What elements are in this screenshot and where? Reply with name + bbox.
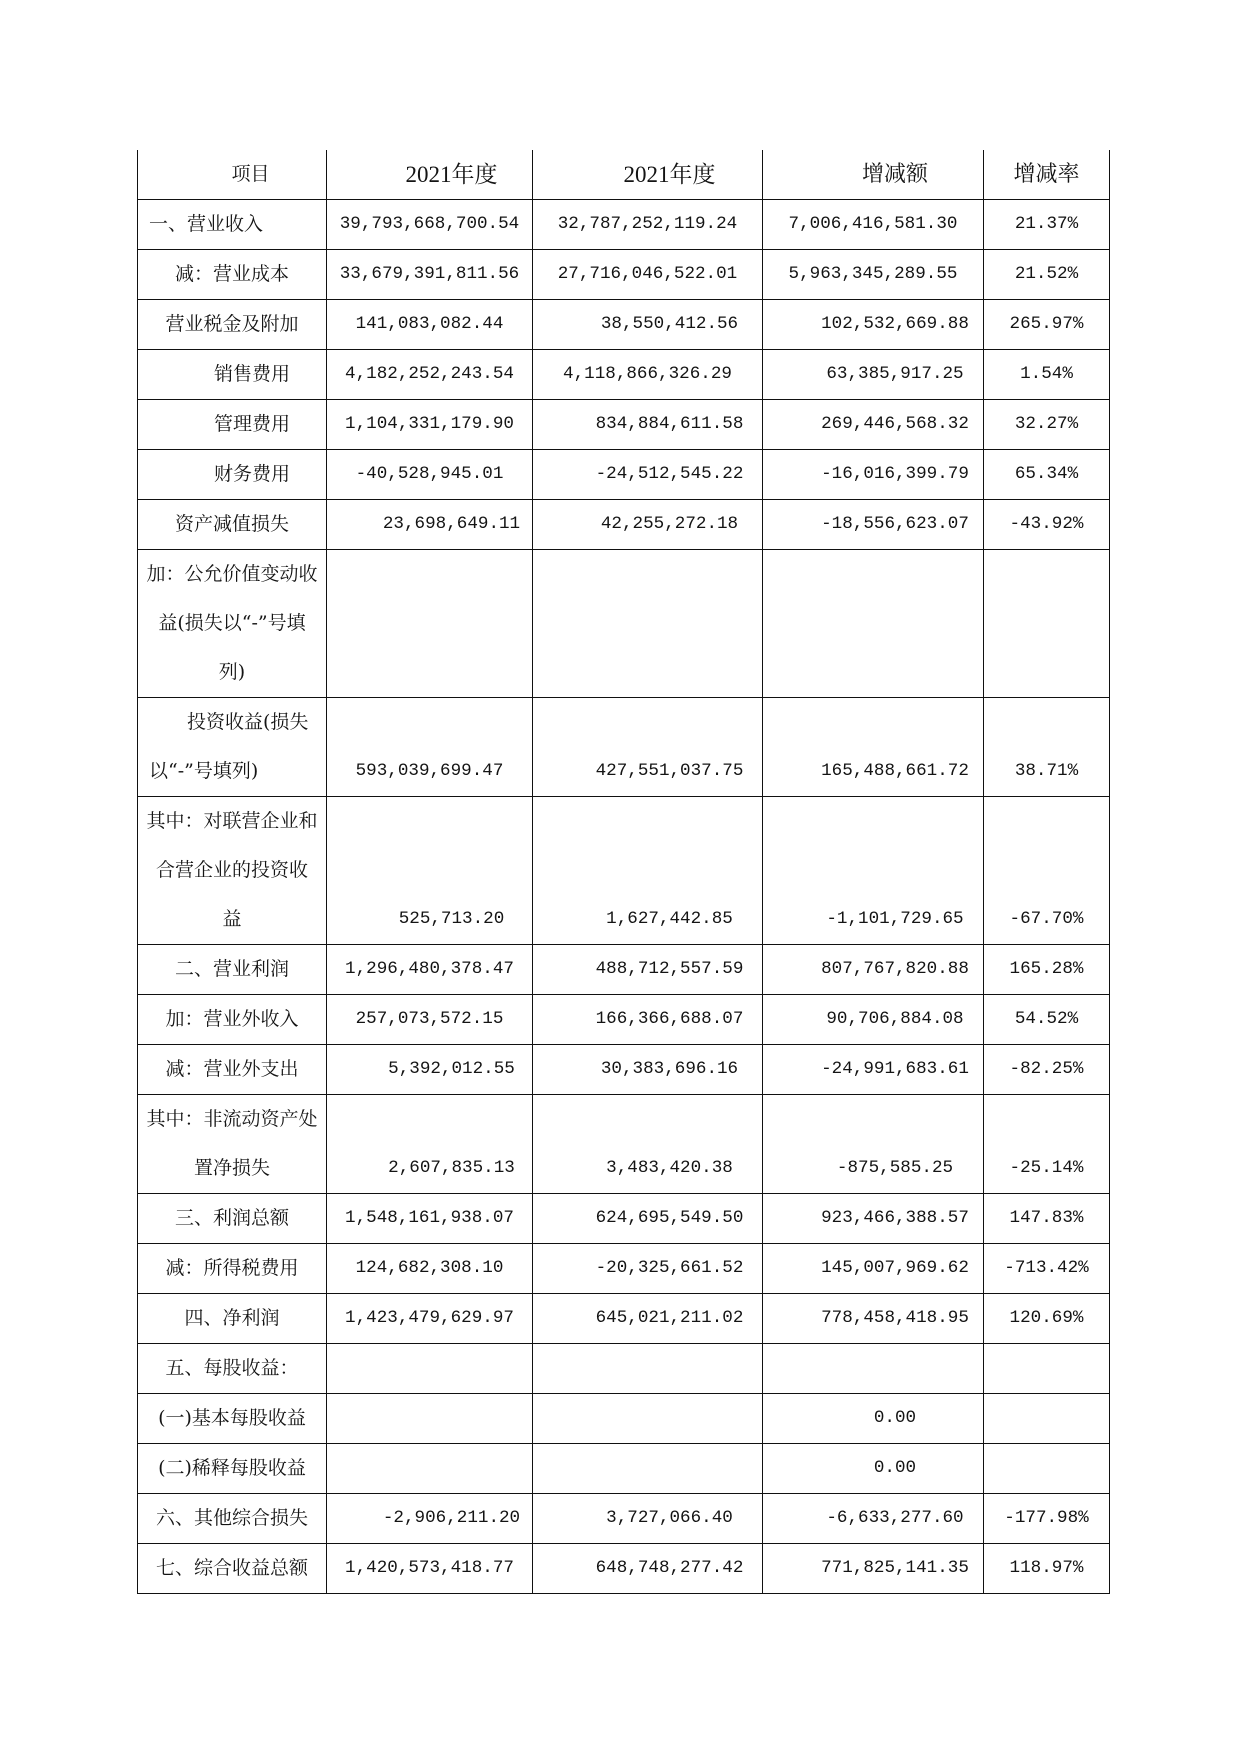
cell-rate: 147.83% [984,1194,1110,1244]
cell-item: 其中：对联营企业和 合营企业的投资收 益 [138,797,327,945]
cell-amount-b: 3,727,066.40 [533,1494,763,1544]
cell-amount-a: 1,423,479,629.97 [327,1294,533,1344]
cell-rate: 1.54% [984,350,1110,400]
cell-rate: 38.71% [984,698,1110,797]
cell-amount-b: -24,512,545.22 [533,450,763,500]
cell-item: 加：营业外收入 [138,995,327,1045]
table-row [138,698,1110,797]
cell-item: 六、其他综合损失 [138,1494,327,1544]
cell-amount-a: 4,182,252,243.54 [327,350,533,400]
cell-amount-a: 1,104,331,179.90 [327,400,533,450]
table-row [138,797,1110,945]
cell-item: 营业税金及附加 [138,300,327,350]
cell-change: 5,963,345,289.55 [763,250,984,300]
cell-item: (二)稀释每股收益 [138,1444,327,1494]
cell-change: 90,706,884.08 [763,995,984,1045]
cell-item: 七、综合收益总额 [138,1544,327,1594]
table-row [138,1344,1110,1394]
cell-rate: 21.52% [984,250,1110,300]
cell-change: 778,458,418.95 [763,1294,984,1344]
cell-change: 807,767,820.88 [763,945,984,995]
cell-item: 三、利润总额 [138,1194,327,1244]
income-statement-table [137,150,1110,1594]
cell-amount-b: 166,366,688.07 [533,995,763,1045]
header-rate: 增减率 [984,150,1110,200]
header-amount-a: 2021年度 [327,150,533,200]
cell-change: -18,556,623.07 [763,500,984,550]
cell-rate: -43.92% [984,500,1110,550]
cell-item: 销售费用 [138,350,327,400]
table-row [138,1194,1110,1244]
cell-amount-a: 1,296,480,378.47 [327,945,533,995]
cell-change: 63,385,917.25 [763,350,984,400]
cell-change: 0.00 [763,1444,984,1494]
cell-rate: -25.14% [984,1095,1110,1194]
cell-item: (一)基本每股收益 [138,1394,327,1444]
cell-amount-a [327,1344,533,1394]
cell-amount-a: 39,793,668,700.54 [327,200,533,250]
cell-rate [984,550,1110,698]
cell-rate: 120.69% [984,1294,1110,1344]
table-row [138,1444,1110,1494]
cell-amount-b: 488,712,557.59 [533,945,763,995]
cell-item: 减：营业成本 [138,250,327,300]
cell-rate: -177.98% [984,1494,1110,1544]
cell-amount-b [533,1344,763,1394]
cell-amount-a: 1,420,573,418.77 [327,1544,533,1594]
table-row [138,500,1110,550]
table-row [138,200,1110,250]
cell-rate [984,1444,1110,1494]
cell-amount-b: 427,551,037.75 [533,698,763,797]
table-row [138,350,1110,400]
cell-change: 0.00 [763,1394,984,1444]
cell-amount-a: 1,548,161,938.07 [327,1194,533,1244]
table-row [138,1394,1110,1444]
cell-change: -16,016,399.79 [763,450,984,500]
cell-amount-a [327,1394,533,1444]
cell-amount-a: 257,073,572.15 [327,995,533,1045]
cell-amount-a: 525,713.20 [327,797,533,945]
table-row [138,945,1110,995]
cell-rate: 118.97% [984,1544,1110,1594]
cell-rate: 54.52% [984,995,1110,1045]
cell-amount-b: 834,884,611.58 [533,400,763,450]
cell-change: -6,633,277.60 [763,1494,984,1544]
cell-item: 财务费用 [138,450,327,500]
cell-change: 7,006,416,581.30 [763,200,984,250]
cell-change [763,550,984,698]
cell-amount-b: 30,383,696.16 [533,1045,763,1095]
cell-amount-b [533,550,763,698]
cell-amount-a: -40,528,945.01 [327,450,533,500]
table-row [138,995,1110,1045]
cell-rate: 265.97% [984,300,1110,350]
cell-rate [984,1394,1110,1444]
table-row [138,1244,1110,1294]
cell-amount-b: 648,748,277.42 [533,1544,763,1594]
cell-change: 145,007,969.62 [763,1244,984,1294]
cell-rate: -67.70% [984,797,1110,945]
cell-item: 四、净利润 [138,1294,327,1344]
table-row [138,400,1110,450]
table-row [138,1544,1110,1594]
table-row [138,1045,1110,1095]
header-row [138,150,1110,200]
cell-amount-a: 23,698,649.11 [327,500,533,550]
cell-amount-b: 645,021,211.02 [533,1294,763,1344]
cell-rate: 165.28% [984,945,1110,995]
cell-change: 165,488,661.72 [763,698,984,797]
cell-amount-a: 593,039,699.47 [327,698,533,797]
cell-item: 资产减值损失 [138,500,327,550]
cell-change: 269,446,568.32 [763,400,984,450]
cell-amount-a: 141,083,082.44 [327,300,533,350]
table-body [138,200,1110,1594]
cell-item: 投资收益(损失 以“-”号填列) [138,698,327,797]
cell-item: 管理费用 [138,400,327,450]
table-row [138,250,1110,300]
cell-amount-a: 5,392,012.55 [327,1045,533,1095]
table-row [138,1095,1110,1194]
cell-amount-b [533,1444,763,1494]
cell-amount-b: 3,483,420.38 [533,1095,763,1194]
cell-amount-b: 32,787,252,119.24 [533,200,763,250]
cell-item: 加：公允价值变动收 益(损失以“-”号填 列) [138,550,327,698]
cell-change [763,1344,984,1394]
table-row [138,1494,1110,1544]
cell-amount-a: 124,682,308.10 [327,1244,533,1294]
cell-change: 102,532,669.88 [763,300,984,350]
cell-change: -875,585.25 [763,1095,984,1194]
cell-item: 五、每股收益： [138,1344,327,1394]
cell-amount-b: 624,695,549.50 [533,1194,763,1244]
cell-rate: 65.34% [984,450,1110,500]
cell-change: -24,991,683.61 [763,1045,984,1095]
cell-amount-b: 1,627,442.85 [533,797,763,945]
header-amount-b: 2021年度 [533,150,763,200]
header-change: 增减额 [763,150,984,200]
cell-amount-a: 33,679,391,811.56 [327,250,533,300]
cell-change: -1,101,729.65 [763,797,984,945]
cell-rate: -713.42% [984,1244,1110,1294]
cell-amount-a [327,1444,533,1494]
cell-amount-b: -20,325,661.52 [533,1244,763,1294]
cell-item: 减：营业外支出 [138,1045,327,1095]
table-row [138,550,1110,698]
cell-rate: 32.27% [984,400,1110,450]
cell-amount-b: 27,716,046,522.01 [533,250,763,300]
cell-change: 771,825,141.35 [763,1544,984,1594]
cell-amount-b: 38,550,412.56 [533,300,763,350]
cell-change: 923,466,388.57 [763,1194,984,1244]
cell-rate [984,1344,1110,1394]
cell-amount-a: -2,906,211.20 [327,1494,533,1544]
cell-amount-b: 4,118,866,326.29 [533,350,763,400]
cell-item: 其中：非流动资产处 置净损失 [138,1095,327,1194]
cell-item: 一、营业收入 [138,200,327,250]
cell-amount-b: 42,255,272.18 [533,500,763,550]
cell-rate: -82.25% [984,1045,1110,1095]
cell-amount-a [327,550,533,698]
table-row [138,1294,1110,1344]
cell-item: 二、营业利润 [138,945,327,995]
cell-rate: 21.37% [984,200,1110,250]
cell-amount-b [533,1394,763,1444]
header-item: 项目 [138,150,327,200]
cell-amount-a: 2,607,835.13 [327,1095,533,1194]
table-row [138,300,1110,350]
table-row [138,450,1110,500]
cell-item: 减：所得税费用 [138,1244,327,1294]
